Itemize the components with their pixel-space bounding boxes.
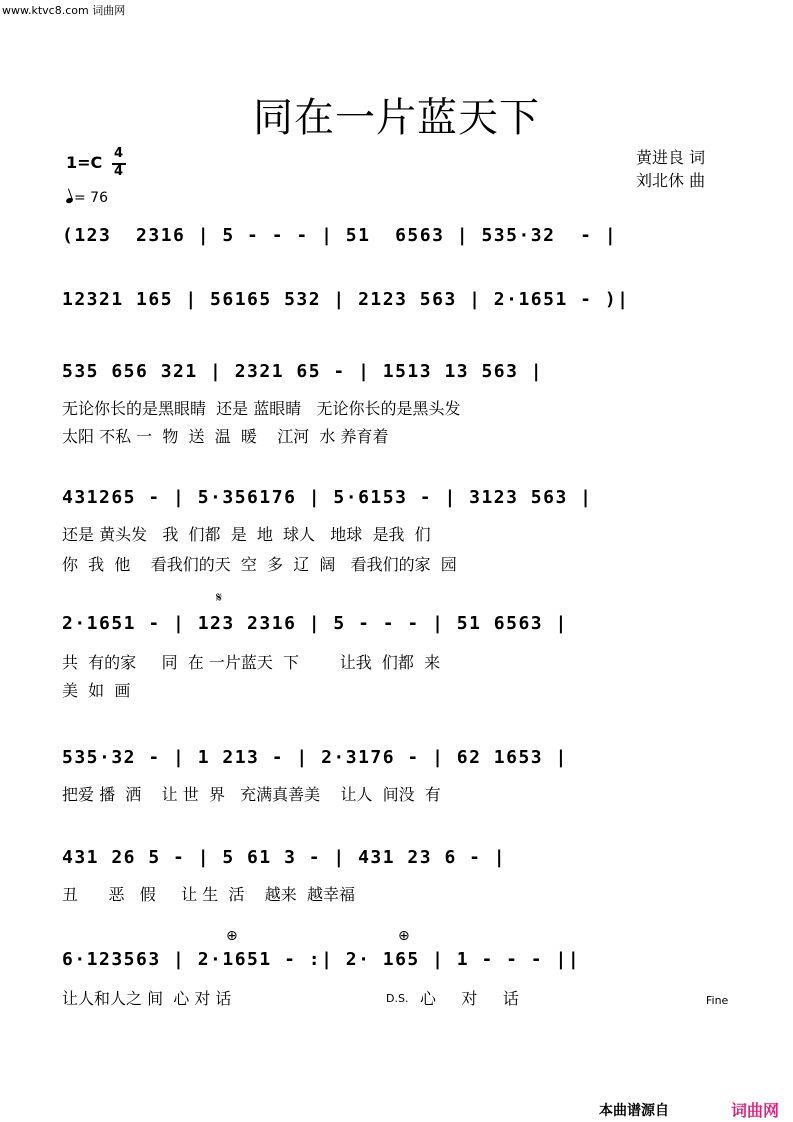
fine-mark: Fine — [706, 994, 729, 1007]
segno-icon: 𝄋 — [216, 590, 223, 606]
tempo-marking: = 76 — [66, 190, 108, 206]
coda-icon: ⊕ — [398, 928, 410, 944]
lyrics-verse-2: 太阳 不私 一 物 送 温 暖 江河 水 养育着 — [62, 427, 389, 446]
lyrics-verse-2: 美 如 画 — [62, 681, 131, 700]
lyrics-verse-1: 无论你长的是黑眼睛 还是 蓝眼睛 无论你长的是黑头发 — [62, 399, 461, 418]
notation-line: 431 26 5 - | 5 61 3 - | 431 23 6 - | — [62, 847, 507, 868]
time-signature-bottom: 4 — [114, 164, 124, 179]
composer: 刘北休 曲 — [636, 171, 706, 190]
notation-line: 6·123563 | 2·1651 - :| 2· 165 | 1 - - - || — [62, 949, 581, 970]
time-signature-top: 4 — [114, 146, 124, 161]
source-note: 本曲谱源自 — [599, 1103, 669, 1119]
notation-line: (123 2316 | 5 - - - | 51 6563 | 535·32 - | — [62, 225, 618, 246]
key-signature: 1=C — [66, 153, 103, 172]
lyrics-verse-1: 还是 黄头发 我 们都 是 地 球人 地球 是我 们 — [62, 525, 431, 544]
quarter-note-icon — [65, 197, 73, 204]
credits — [636, 146, 705, 192]
lyrics-ending: 心 对 话 — [420, 989, 519, 1008]
lyrics-verse-1: 让人和人之 间 心 对 话 — [62, 989, 232, 1008]
notation-line: 12321 165 | 56165 532 | 2123 563 | 2·1651 - )| — [62, 289, 630, 310]
site-watermark[interactable]: www.ktvc8.com 词曲网 — [2, 4, 126, 17]
notation-line: 2·1651 - | 123 2316 | 5 - - - | 51 6563 | — [62, 613, 568, 634]
lyrics-verse-1: 把爱 播 洒 让 世 界 充满真善美 让人 间没 有 — [62, 785, 441, 804]
notation-line: 431265 - | 5·356176 | 5·6153 - | 3123 563 | — [62, 487, 593, 508]
coda-icon: ⊕ — [226, 928, 238, 944]
lyrics-verse-1: 丑 恶 假 让 生 活 越来 越幸福 — [62, 885, 355, 904]
brand-link[interactable]: 词曲网 — [730, 1101, 779, 1120]
song-title: 同在一片蓝天下 — [253, 95, 540, 141]
da-segno-mark: D.S. — [386, 992, 409, 1005]
lyricist: 黄进良 词 — [636, 148, 706, 167]
notation-line: 535 656 321 | 2321 65 - | 1513 13 563 | — [62, 361, 544, 382]
notation-line: 535·32 - | 1 213 - | 2·3176 - | 62 1653 | — [62, 747, 568, 768]
lyrics-verse-2: 你 我 他 看我们的天 空 多 辽 阔 看我们的家 园 — [62, 555, 457, 574]
lyrics-verse-1: 共 有的家 同 在 一片蓝天 下 让我 们都 来 — [62, 653, 441, 672]
